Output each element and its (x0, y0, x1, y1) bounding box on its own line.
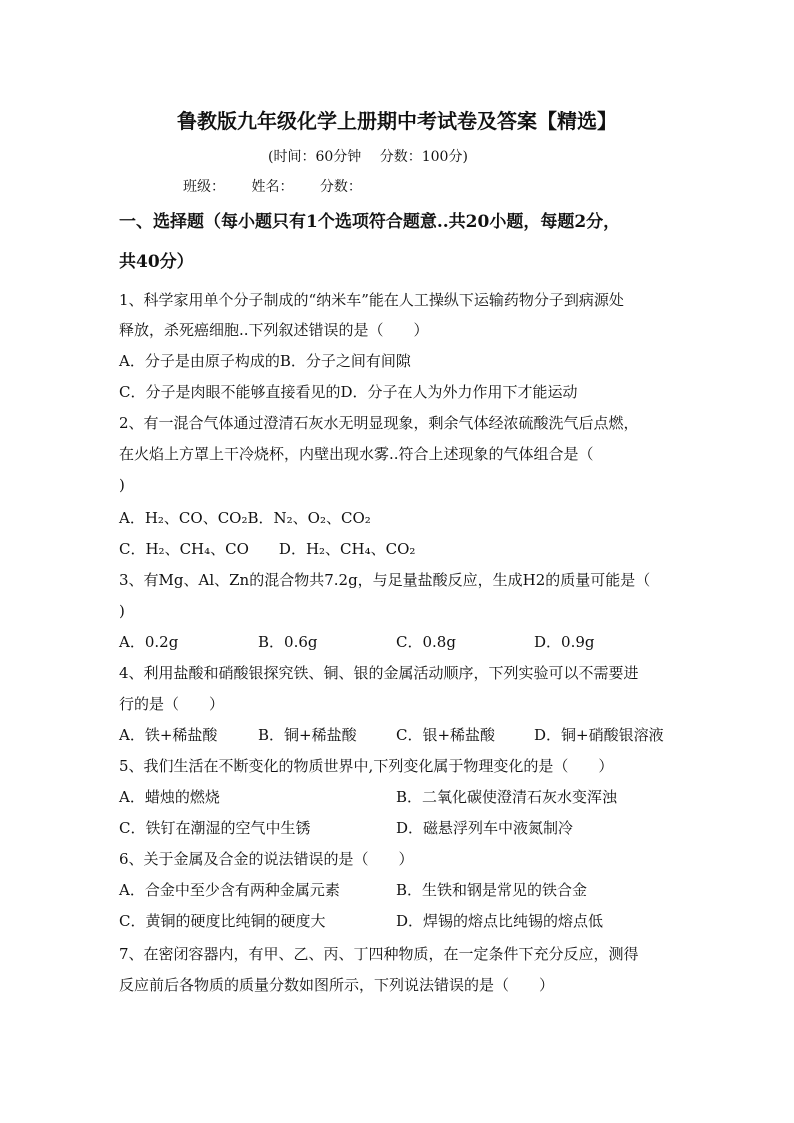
exam-time-score: (时间：60分钟 分数：100分) (268, 149, 468, 165)
question-3-option-c: C．0.8g (396, 633, 456, 651)
page-title: 鲁教版九年级化学上册期中考试卷及答案【精选】 (177, 109, 617, 133)
question-4-option-b: B．铜+稀盐酸 (258, 726, 357, 744)
question-4-text: 4、利用盐酸和硝酸银探究铁、铜、银的金属活动顺序，下列实验可以不需要进 (119, 664, 639, 682)
question-5-option-a: A．蜡烛的燃烧 (119, 788, 220, 806)
question-2-text: 2、有一混合气体通过澄清石灰水无明显现象，剩余气体经浓硫酸洗气后点燃， (119, 414, 639, 432)
question-1-options-ab: A．分子是由原子构成的B．分子之间有间隙 (119, 352, 411, 370)
question-1-text-cont: 释放，杀死癌细胞..下列叙述错误的是（ ） (119, 321, 429, 339)
question-3-text-end: ) (119, 602, 125, 620)
question-4-text-cont: 行的是（ ） (119, 695, 225, 713)
question-6-option-c: C．黄铜的硬度比纯铜的硬度大 (119, 912, 326, 930)
question-6-option-a: A．合金中至少含有两种金属元素 (119, 881, 340, 899)
question-1-options-cd: C．分子是肉眼不能够直接看见的D．分子在人为外力作用下才能运动 (119, 383, 578, 401)
section-heading: 一、选择题（每小题只有1个选项符合题意..共20小题，每题2分， (119, 212, 621, 232)
question-3-option-a: A．0.2g (119, 633, 179, 651)
question-6-option-d: D．焊锡的熔点比纯锡的熔点低 (396, 912, 604, 930)
question-3-option-b: B．0.6g (258, 633, 318, 651)
question-7-text: 7、在密闭容器内，有甲、乙、丙、丁四种物质，在一定条件下充分反应，测得 (119, 945, 639, 963)
question-5-text: 5、我们生活在不断变化的物质世界中,下列变化属于物理变化的是（ ） (119, 757, 614, 775)
class-label: 班级： (183, 179, 225, 195)
question-2-text-cont: 在火焰上方罩上干冷烧杯，内壁出现水雾..符合上述现象的气体组合是（ (119, 445, 594, 463)
question-5-option-c: C．铁钉在潮湿的空气中生锈 (119, 819, 311, 837)
question-7-text-cont: 反应前后各物质的质量分数如图所示，下列说法错误的是（ ） (119, 976, 555, 994)
question-1-text: 1、科学家用单个分子制成的“纳米车”能在人工操纵下运输药物分子到病源处 (119, 291, 624, 309)
section-heading-cont: 共40分） (119, 252, 194, 272)
question-6-text: 6、关于金属及合金的说法错误的是（ ） (119, 850, 414, 868)
question-5-option-d: D．磁悬浮列车中液氮制冷 (396, 819, 574, 837)
question-4-option-d: D．铜+硝酸银溶液 (534, 726, 664, 744)
question-2-options-ab: A．H₂、CO、CO₂B．N₂、O₂、CO₂ (119, 509, 371, 527)
question-4-option-c: C．银+稀盐酸 (396, 726, 496, 744)
student-info-row (183, 176, 384, 196)
question-5-option-b: B．二氧化碳使澄清石灰水变浑浊 (396, 788, 618, 806)
question-3-text: 3、有Mg、Al、Zn的混合物共7.2g，与足量盐酸反应，生成H2的质量可能是（ (119, 571, 651, 589)
question-2-options-cd: C．H₂、CH₄、CO D．H₂、CH₄、CO₂ (119, 540, 416, 558)
question-6-option-b: B．生铁和钢是常见的铁合金 (396, 881, 588, 899)
question-2-text-end: ) (119, 476, 125, 494)
name-label: 姓名： (251, 179, 294, 195)
question-4-option-a: A．铁+稀盐酸 (119, 726, 218, 744)
score-label: 分数： (319, 179, 362, 195)
question-3-option-d: D．0.9g (534, 633, 595, 651)
